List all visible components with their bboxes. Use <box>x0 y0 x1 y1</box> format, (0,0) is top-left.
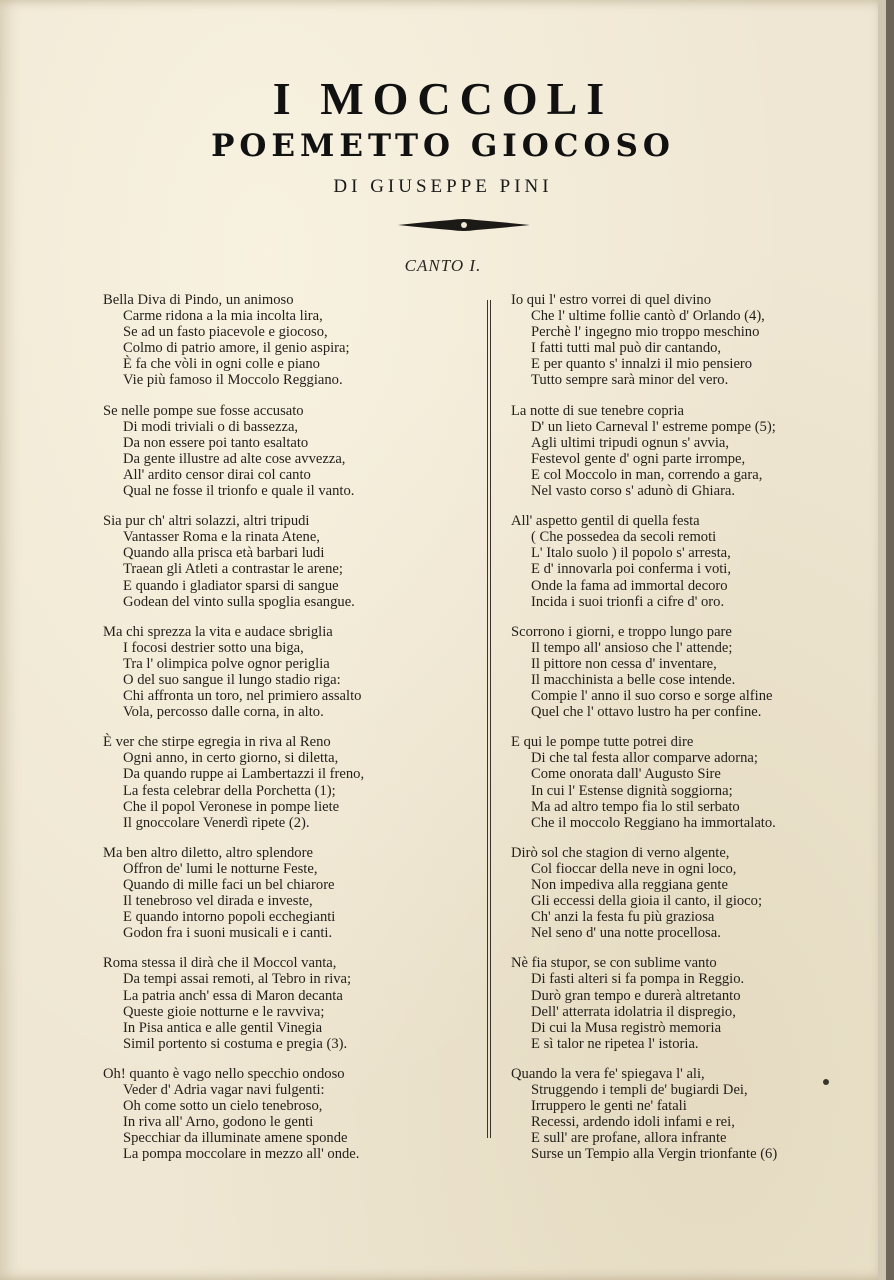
verse-line: L' Italo suolo ) il popolo s' arresta, <box>531 545 731 562</box>
verse-line: Di fasti alteri si fa pompa in Reggio. <box>531 971 745 988</box>
stanza <box>511 513 841 610</box>
verse-line: Quando la vera fe' spiegava l' ali, <box>511 1065 705 1082</box>
verse-line: Queste gioie notturne e le ravviva; <box>123 1003 325 1020</box>
verse-line: Il macchinista a belle cose intende. <box>531 671 736 688</box>
verse-line: I fatti tutti mal può dir cantando, <box>531 340 722 357</box>
verse-line: È fa che vòli in ogni colle e piano <box>123 356 320 373</box>
stanza <box>511 734 841 831</box>
verse-line: E quando intorno popoli ecchegianti <box>123 909 336 926</box>
stanza <box>103 955 483 1052</box>
verse-line: La patria anch' essa di Maron decanta <box>123 987 343 1004</box>
verse-line: Bella Diva di Pindo, un animoso <box>103 292 294 308</box>
verse-line: Godon fra i suoni musicali e i canti. <box>123 925 333 942</box>
verse-line: Che il moccolo Reggiano ha immortalato. <box>531 814 776 831</box>
document-subtitle: POEMETTO GIOCOSO <box>211 128 675 164</box>
verse-line: Tra l' olimpica polve ognor periglia <box>123 655 330 672</box>
verse-line: Ogni anno, in certo giorno, si diletta, <box>123 750 339 767</box>
verse-line: Offron de' lumi le notturne Feste, <box>123 860 318 877</box>
stanza <box>103 1066 483 1163</box>
verse-line: Come onorata dall' Augusto Sire <box>531 766 721 783</box>
verse-line: Traean gli Atleti a contrastar le arene; <box>123 561 343 578</box>
verse-line: Quando alla prisca età barbari ludi <box>123 545 325 562</box>
verse-line: Irruppero le genti ne' fatali <box>531 1098 687 1115</box>
verse-line: Oh! quanto è vago nello specchio ondoso <box>103 1065 345 1082</box>
verse-line: Dirò sol che stagion di verno algente, <box>511 844 730 861</box>
verse-line: D' un lieto Carneval l' estreme pompe (5); <box>531 418 776 435</box>
verse-line: Ma chi sprezza la vita e audace sbriglia <box>103 623 333 640</box>
verse-line: Il tempo all' ansioso che l' attende; <box>531 639 733 656</box>
stanza <box>103 292 483 389</box>
verse-line: La pompa moccolare in mezzo all' onde. <box>123 1146 360 1163</box>
document-author: DI GIUSEPPE PINI <box>333 176 553 197</box>
verse-line: O del suo sangue il lungo stadio riga: <box>123 671 341 688</box>
verse-line: La festa celebrar della Porchetta (1); <box>123 782 336 799</box>
verse-line: E col Moccolo in man, correndo a gara, <box>531 466 763 483</box>
verse-line: Sia pur ch' altri solazzi, altri tripudi <box>103 513 310 530</box>
verse-line: Io qui l' estro vorrei di quel divino <box>511 292 712 308</box>
verse-line: Incida i suoi trionfi a cifre d' oro. <box>531 593 725 610</box>
verse-line: Onde la fama ad immortal decoro <box>531 577 728 594</box>
verse-line: Ch' anzi la festa fu più graziosa <box>531 909 715 926</box>
stanza <box>511 624 841 721</box>
verse-line: I focosi destrier sotto una biga, <box>123 639 304 656</box>
stanza <box>103 513 483 610</box>
verse-line: All' aspetto gentil di quella festa <box>511 513 700 530</box>
verse-line: Gli eccessi della gioia il canto, il gioco; <box>531 893 762 910</box>
verse-line: Recessi, ardendo idoli infami e rei, <box>531 1114 735 1131</box>
verse-line: Vie più famoso il Moccolo Reggiano. <box>123 372 343 389</box>
verse-line: Veder d' Adria vagar navi fulgenti: <box>123 1082 325 1099</box>
verse-line: E sull' are profane, allora infrante <box>531 1130 727 1147</box>
verse-line: Ma ben altro diletto, altro splendore <box>103 844 313 861</box>
document-title: I MOCCOLI <box>272 73 614 124</box>
verse-line: Quel che l' ottavo lustro ha per confine. <box>531 704 762 721</box>
verse-line: Colmo di patrio amore, il genio aspira; <box>123 340 350 357</box>
verse-line: E sì talor ne ripetea l' istoria. <box>531 1035 699 1052</box>
stanza <box>511 845 841 942</box>
verse-line: Da gente illustre ad alte cose avvezza, <box>123 450 346 467</box>
verse-line: E quando i gladiator sparsi di sangue <box>123 577 339 594</box>
verse-line: Il gnoccolare Venerdì ripete (2). <box>123 814 310 831</box>
verse-line: Che il popol Veronese in pompe liete <box>123 798 340 815</box>
verse-line: Godean del vinto sulla spoglia esangue. <box>123 593 355 610</box>
verse-line: Che l' ultime follie cantò d' Orlando (4), <box>531 308 765 325</box>
verse-line: In Pisa antica e alle gentil Vinegia <box>123 1019 323 1036</box>
verse-line: Col fioccar della neve in ogni loco, <box>531 860 737 877</box>
verse-line: E d' innovarla poi conferma i voti, <box>531 561 731 578</box>
verse-line: ( Che possedea da secoli remoti <box>531 529 717 546</box>
verse-line: Da tempi assai remoti, al Tebro in riva; <box>123 971 352 988</box>
verse-line: Il tenebroso vel dirada e investe, <box>123 893 313 910</box>
left-column <box>103 292 483 1177</box>
verse-line: Ma ad altro tempo fia lo stil serbato <box>531 798 740 815</box>
ornament-divider <box>396 216 532 234</box>
verse-line: Di modi triviali o di bassezza, <box>123 418 299 435</box>
verse-line: Vola, percosso dalle corna, in alto. <box>123 704 324 721</box>
verse-line: Nel seno d' una notte procellosa. <box>531 925 721 942</box>
verse-line: Qual ne fosse il trionfo e quale il vanto. <box>123 483 355 500</box>
verse-line: E per quanto s' innalzi il mio pensiero <box>531 356 753 373</box>
verse-line: È ver che stirpe egregia in riva al Reno <box>103 734 331 751</box>
stanza <box>103 734 483 831</box>
verse-line: Simil portento si costuma e pregia (3). <box>123 1035 348 1052</box>
verse-line: Chi affronta un toro, nel primiero assalto <box>123 688 362 705</box>
verse-line: Specchiar da illuminate amene sponde <box>123 1130 348 1147</box>
verse-line: Scorrono i giorni, e troppo lungo pare <box>511 623 732 640</box>
stanza <box>103 403 483 500</box>
stanza <box>511 955 841 1052</box>
verse-line: Festevol gente d' ogni parte irrompe, <box>531 450 746 467</box>
verse-line: In riva all' Arno, godono le genti <box>123 1114 314 1131</box>
verse-line: Compie l' anno il suo corso e sorge alfine <box>531 688 773 705</box>
verse-line: Se nelle pompe sue fosse accusato <box>103 402 304 419</box>
verse-line: Se ad un fasto piacevole e giocoso, <box>123 324 328 341</box>
verse-line: Vantasser Roma e la rinata Atene, <box>123 529 320 546</box>
stanza <box>103 845 483 942</box>
verse-line: Durò gran tempo e durerà altretanto <box>531 987 741 1004</box>
verse-line: Nel vasto corso s' adunò di Ghiara. <box>531 483 736 500</box>
stanza <box>103 624 483 721</box>
verse-line: Struggendo i templi de' bugiardi Dei, <box>531 1082 748 1099</box>
verse-line: Quando di mille faci un bel chiarore <box>123 877 335 893</box>
verse-line: Da non essere poi tanto esaltato <box>123 434 309 451</box>
verse-line: Roma stessa il dirà che il Moccol vanta, <box>103 955 337 972</box>
ink-speck <box>823 1079 829 1085</box>
stanza <box>511 1066 841 1163</box>
verse-line: Di che tal festa allor comparve adorna; <box>531 750 758 767</box>
verse-line: Tutto sempre sarà minor del vero. <box>531 372 729 389</box>
stanza <box>511 403 841 500</box>
verse-line: Nè fia stupor, se con sublime vanto <box>511 955 717 972</box>
column-divider <box>487 300 491 1138</box>
verse-line: Il pittore non cessa d' inventare, <box>531 655 717 672</box>
verse-line: Carme ridona a la mia incolta lira, <box>123 308 323 325</box>
verse-line: All' ardito censor dirai col canto <box>123 466 311 483</box>
verse-line: Perchè l' ingegno mio troppo meschino <box>531 324 760 341</box>
verse-line: In cui l' Estense dignità soggiorna; <box>531 782 733 799</box>
verse-line: Di cui la Musa registrò memoria <box>531 1019 722 1036</box>
canto-heading: CANTO I. <box>404 256 482 275</box>
stanza <box>511 292 841 389</box>
verse-line: Oh come sotto un cielo tenebroso, <box>123 1098 323 1115</box>
verse-line: Agli ultimi tripudi ognun s' avvia, <box>531 434 730 451</box>
verse-line: E qui le pompe tutte potrei dire <box>511 734 694 751</box>
verse-line: Surse un Tempio alla Vergin trionfante (6) <box>531 1146 778 1163</box>
verse-line: Da quando ruppe ai Lambertazzi il freno, <box>123 766 365 783</box>
verse-line: Non impediva alla reggiana gente <box>531 877 728 893</box>
right-column <box>511 292 841 1177</box>
verse-line: La notte di sue tenebre copria <box>511 402 685 419</box>
verse-line: Dell' atterrata idolatria il dispregio, <box>531 1003 736 1020</box>
